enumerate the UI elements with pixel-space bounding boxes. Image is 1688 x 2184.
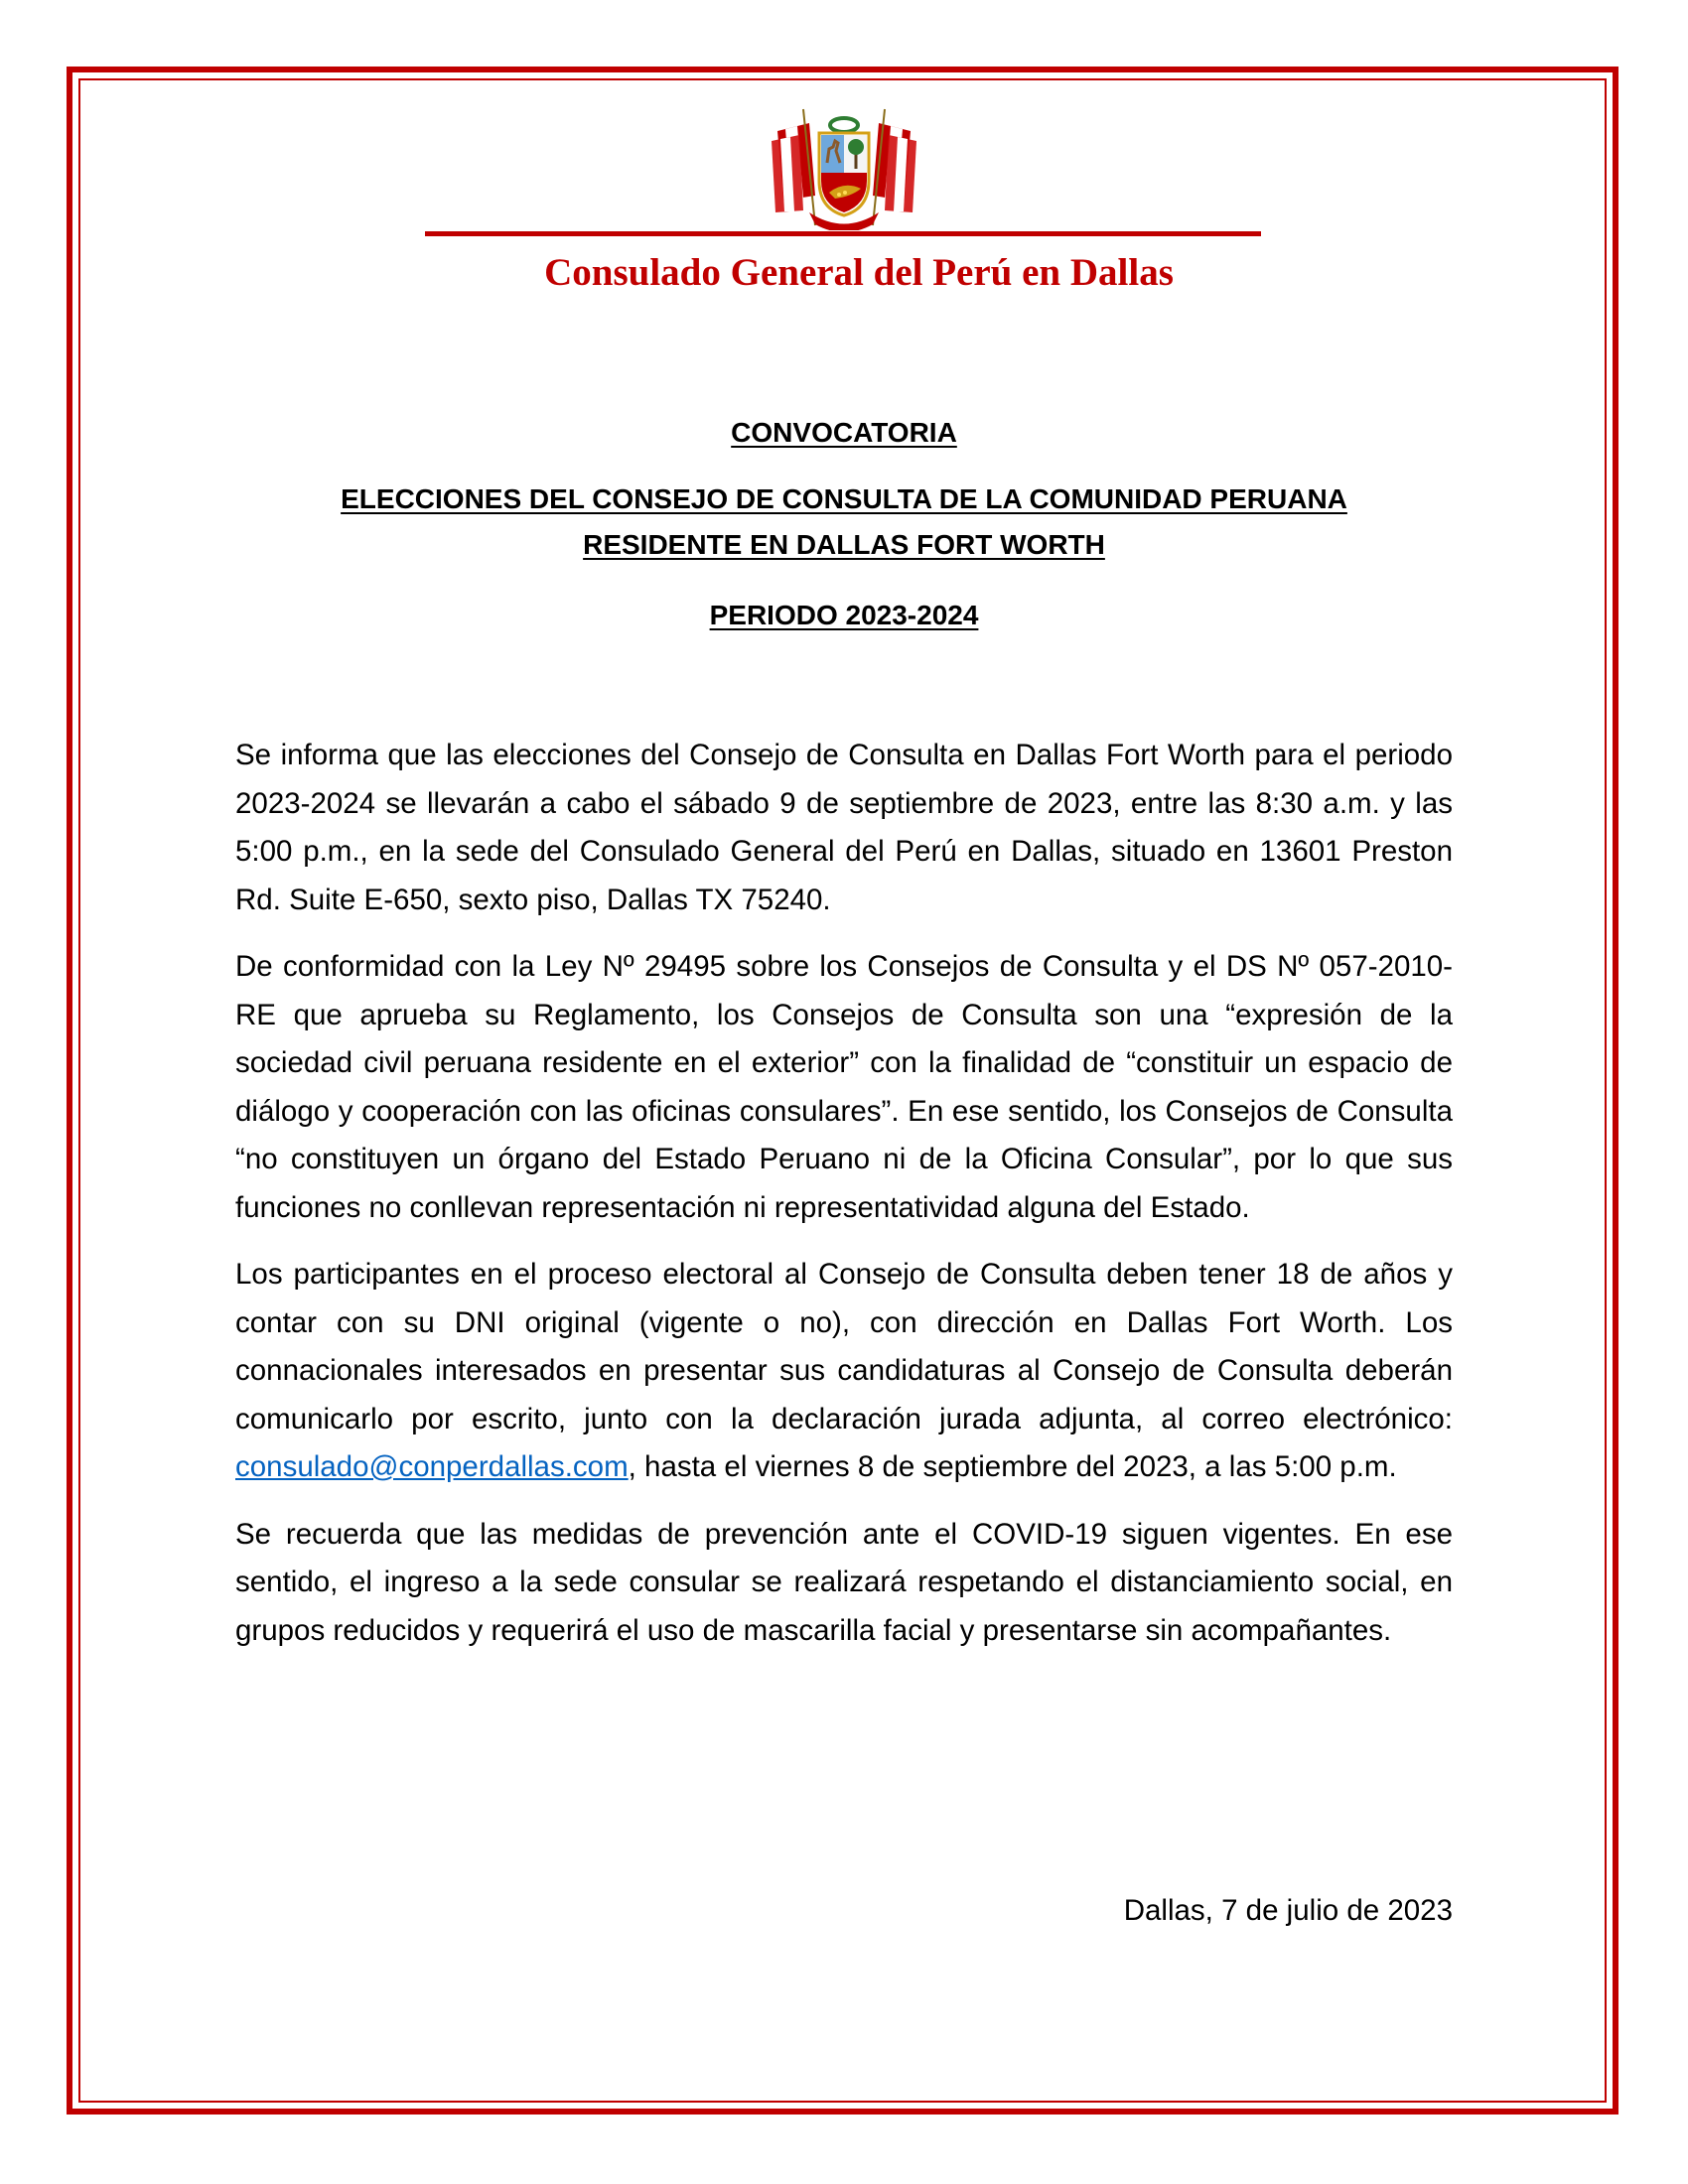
paragraph-covid-measures: Se recuerda que las medidas de prevención ante el COVID-19 siguen vigentes. En ese sentido, el ingreso a la sede consular se realizará respetando el distanciamiento social, en grupos reducidos y requerirá el uso de mascarilla facial y presentarse sin acompañantes. xyxy=(235,1517,1453,1647)
paragraph-requirements xyxy=(235,1251,1453,1492)
convocatoria-heading xyxy=(0,410,1688,456)
elections-title-line1: ELECCIONES DEL CONSEJO DE CONSULTA DE LA COMUNIDAD PERUANA xyxy=(341,483,1347,514)
convocatoria-label: CONVOCATORIA xyxy=(731,417,957,448)
deadline-text: , hasta el viernes 8 de septiembre del 2023, a las 5:00 p.m. xyxy=(628,1450,1397,1483)
place-date: Dallas, 7 de julio de 2023 xyxy=(1123,1894,1453,1927)
period-heading xyxy=(0,593,1688,638)
email-link[interactable]: consulado@conperdallas.com xyxy=(235,1450,629,1483)
announcement-body xyxy=(235,732,1453,1674)
consulate-name: Consulado General del Perú en Dallas xyxy=(544,251,1174,294)
period-label: PERIODO 2023-2024 xyxy=(709,600,979,630)
paragraph-legal-basis: De conformidad con la Ley Nº 29495 sobre los Consejos de Consulta y el DS Nº 057-2010-RE que aprueba su Reglamento, los Consejos de Consulta son una “expresión de la sociedad civil peruana residente en el exterior” con la finalidad de “constituir un espacio de diálogo y cooperación con las oficinas consulares”. En ese sentido, los Consejos de Consulta “no constituyen un órgano del Estado Peruano ni de la Oficina Consular”, por lo que sus funciones no conllevan representación ni representatividad alguna del Estado. xyxy=(235,950,1453,1224)
elections-title xyxy=(0,477,1688,568)
paragraph-election-date: Se informa que las elecciones del Consejo de Consulta en Dallas Fort Worth para el periodo 2023-2024 se llevarán a cabo el sábado 9 de septiembre de 2023, entre las 8:30 a.m. y las 5:00 p.m., en la sede del Consulado General del Perú en Dallas, situado en 13601 Preston Rd. Suite E-650, sexto piso, Dallas TX 75240. xyxy=(235,739,1453,916)
requirements-text: Los participantes en el proceso electoral al Consejo de Consulta deben tener 18 de años y contar con su DNI original (vigente o no), con dirección en Dallas Fort Worth. Los connacionales interesados en presentar sus candidaturas al Consejo de Consulta deberán comunicarlo por escrito, junto con la declaración jurada adjunta, al correo electrónico: xyxy=(235,1258,1453,1435)
elections-title-line2: RESIDENTE EN DALLAS FORT WORTH xyxy=(583,529,1105,560)
peru-coat-of-arms-icon xyxy=(770,101,918,230)
header-rule xyxy=(425,231,1261,236)
